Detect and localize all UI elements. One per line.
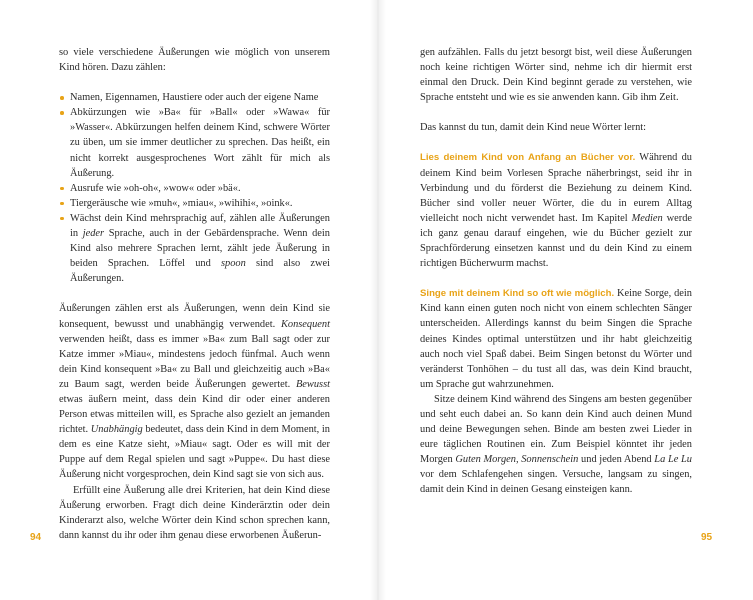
criteria-paragraph: Äußerungen zählen erst als Äußerungen, wenn dein Kind sie konsequent, bewusst und unabhängig verwendet. Konsequent verwenden heißt, dass es immer »Ba« zum Ball sagt oder zur Katze immer »Miau«, mindestens jedoch fünfmal. Auch wenn dein Kind konsequent »Ba« zu Ball und gleichzeitig auch »Ba« zu Baum sagt, werden beide Äußerungen gewertet. Bewusst etwas äußern meint, dass dein Kind dir oder einer anderen Person etwas mitteilen will, es Sprache also gezielt an jemanden richtet. Unabhängig bedeutet, dass dein Kind in dem Moment, in dem es eine Katze sieht, »Miau« sagt. Oder es will mit der Puppe auf dem Regal spielen und sagt »Puppe«. Du hast diese Äußerung nicht vorgesprochen, dein Kind sagt sie von sich aus. bbox=[59, 303, 330, 481]
emphasis: Unabhängig bbox=[90, 424, 143, 436]
tip-heading: Singe mit deinem Kind so oft wie möglich. bbox=[420, 288, 615, 300]
emphasis: Konsequent bbox=[280, 318, 330, 330]
emphasis: La Le Lu bbox=[654, 454, 692, 466]
tip-heading: Lies deinem Kind von Anfang an Bücher vor. bbox=[420, 152, 636, 164]
list-item: Wächst dein Kind mehrsprachig auf, zählen alle Äußerungen in jeder Sprache, auch in der Gebärdensprache. Wenn dein Kind also mehrere Sprachen lernt, zählt jede Äußerung in beiden Sprachen. Löffel und spoon sind also zwei Äußerungen. bbox=[59, 211, 330, 286]
list-item: Tiergeräusche wie »muh«, »miau«, »wihihi«, »oink«. bbox=[59, 196, 330, 211]
acquired-paragraph: Erfüllt eine Äußerung alle drei Kriterien, hat dein Kind diese Äußerung erworben. Fragt dich deine Kinderärztin oder dein Kinderarzt also, welche Wörter dein Kind schon sprechen kann, dann kannst du ihr oder ihm genau diese erworbenen Äußerun- bbox=[59, 484, 330, 541]
list-item: Namen, Eigennamen, Haustiere oder auch der eigene Name bbox=[59, 90, 330, 105]
singing-tip-paragraph: Singe mit deinem Kind so oft wie möglich. Keine Sorge, dein Kind kann einen guten noch nicht von einem schlechten Sänger unterscheiden. Allerdings kannst du beim Singen die Sprache deines Kindes optimal unterstützen und ihr habt gleichzeitig auch noch viel Spaß dabei. Beim Singen betonst du Wörter und veränderst Tonhöhen – du tust all das, was dein Kind braucht, um Sprache gut wahrzunehmen. bbox=[420, 288, 692, 390]
left-page bbox=[59, 45, 330, 543]
emphasis: Bewusst bbox=[295, 378, 330, 390]
emphasis: Medien bbox=[631, 212, 663, 224]
list-item: Abkürzungen wie »Ba« für »Ball« oder »Wawa« für »Wasser«. Abkürzungen helfen deinem Kind, schwere Wörter zu üben, um sie immer deutlicher zu sprechen. Das heißt, ein nicht korrekt ausgesprochenes Wort zählt für mich als Äußerung. bbox=[59, 105, 330, 180]
emphasis: spoon bbox=[220, 258, 246, 270]
page-number-left: 94 bbox=[30, 532, 42, 543]
page-gutter bbox=[370, 0, 386, 600]
tips-intro-paragraph: Das kannst du tun, damit dein Kind neue Wörter lernt: bbox=[420, 122, 647, 134]
left-intro-paragraph: so viele verschiedene Äußerungen wie möglich von unserem Kind hören. Dazu zählen: bbox=[59, 47, 330, 74]
emphasis: Guten Morgen, Sonnenschein bbox=[455, 454, 579, 466]
reading-tip-paragraph: Lies deinem Kind von Anfang an Bücher vor. Während du deinem Kind beim Vorlesen Sprache näherbringst, seid ihr in Verbindung und du förderst die Beziehung zu deinem Kind. Bücher sind voller neuer Wörter, die du in eurem Alltag vielleicht noch nicht verwendet hast. Im Kapitel Medien werde ich ganz genau darauf eingehen, wie du Bücher gezielt zur Sprachförderung einsetzen kannst und du dein Kind zu einem richtigen Bücherwurm machst. bbox=[420, 152, 693, 270]
emphasis: jeder bbox=[82, 228, 105, 240]
list-item: Ausrufe wie »oh-oh«, »wow« oder »bä«. bbox=[59, 181, 330, 196]
singing-routine-paragraph: Sitze deinem Kind während des Singens am besten gegenüber und seht euch dabei an. So kann dein Kind auch deinen Mund und deine Bewegungen sehen. Binde am besten zwei Lieder in eure täglichen Routinen ein. Zum Beispiel könntet ihr jeden Morgen Guten Morgen, Sonnenschein und jeden Abend La Le Lu vor dem Schlafengehen singen. Versuche, langsam zu singen, damit dein Kind in deinen Gesang einsteigen kann. bbox=[420, 393, 692, 496]
utterance-types-list bbox=[59, 90, 330, 286]
right-page bbox=[420, 45, 692, 498]
page-number-right: 95 bbox=[701, 532, 713, 543]
continuation-paragraph: gen aufzählen. Falls du jetzt besorgt bist, weil diese Äußerungen noch keine richtigen Wörter sind, nehme ich dir hiermit erst einmal den Druck. Dein Kind beginnt gerade zu verstehen, wie Sprache entsteht und wie es sie anwenden kann. Gib ihm Zeit. bbox=[420, 47, 692, 104]
